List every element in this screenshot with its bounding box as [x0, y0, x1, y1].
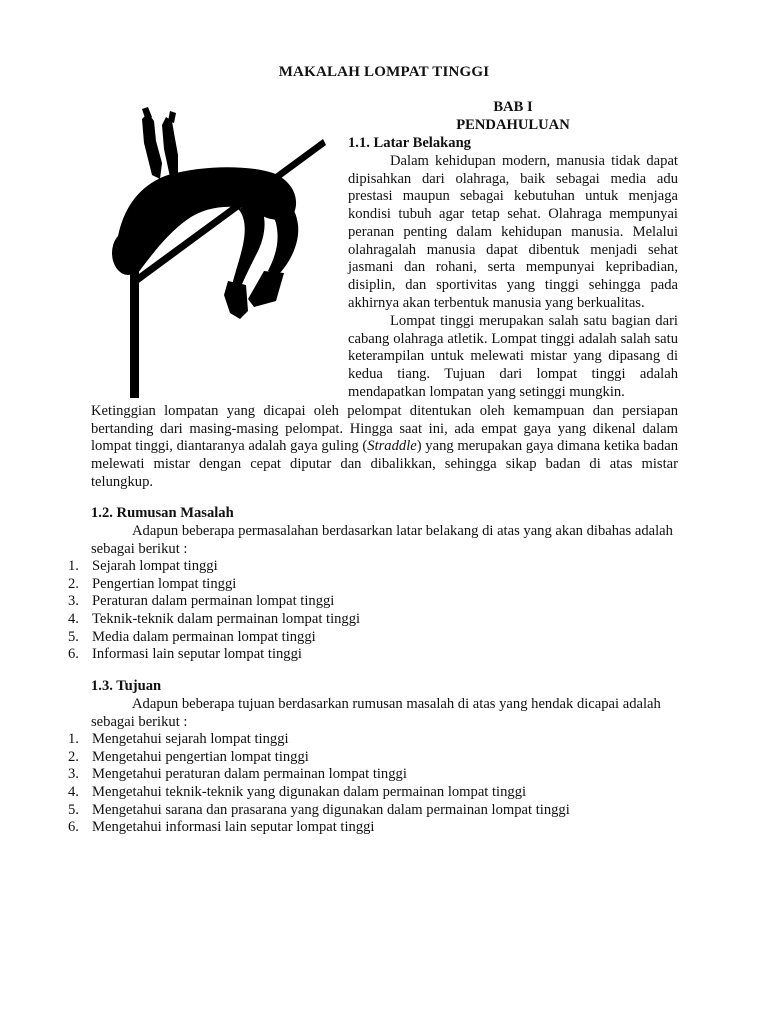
document-title: MAKALAH LOMPAT TINGGI [278, 64, 490, 80]
list-number: 4. [68, 784, 79, 801]
list-text: Mengetahui sejarah lompat tinggi [92, 731, 289, 747]
list-number: 1. [68, 558, 79, 574]
list-item [68, 731, 678, 749]
list-number: 2. [68, 748, 79, 765]
paragraph-2: Lompat tinggi merupakan salah satu bagian dari cabang olahraga atletik. Lompat tinggi adalah salah satu keterampilan untuk melewati mistar yang dipasang di kedua tiang. Tujuan dari lompat tinggi adalah mendapatkan lompatan yang setinggi mungkin. [348, 313, 678, 400]
list-text: Sejarah lompat tinggi [92, 558, 218, 574]
tujuan-intro: Adapun beberapa tujuan berdasarkan rumusan masalah di atas yang hendak dicapai adalah sebagai berikut : [91, 696, 661, 730]
list-item [68, 749, 678, 767]
list-text: Informasi lain seputar lompat tinggi [92, 646, 302, 663]
section-heading-latar-belakang: 1.1. Latar Belakang [348, 135, 471, 151]
rumusan-intro: Adapun beberapa permasalahan berdasarkan latar belakang di atas yang akan dibahas adalah sebagai berikut : [91, 523, 673, 557]
paragraph-3-italic: Straddle [367, 438, 417, 455]
paragraph-3-text-a: Ketinggian lompatan yang dicapai oleh pelompat ditentukan oleh kemampuan dan persiapan bertanding dari masing-masing pelompat. Hingga saat ini, ada empat gaya yang dikenal dalam lompat tinggi, diantaranya adalah gaya guling ( [91, 403, 678, 455]
list-text: Mengetahui teknik-teknik yang digunakan dalam permainan lompat tinggi [92, 784, 527, 801]
list-item [68, 558, 678, 576]
rumusan-list [68, 558, 678, 664]
list-item [68, 611, 678, 629]
chapter-number: BAB I [493, 99, 533, 115]
section-heading-tujuan: 1.3. Tujuan [91, 678, 162, 694]
paragraph-3-text-b: ) yang merupakan gaya dimana ketika badan melewati mistar dengan cepat diputar dan dibalikkan, sehingga sikap badan di atas mistar telungkup. [91, 438, 678, 490]
list-text: Mengetahui informasi lain seputar lompat tinggi [92, 819, 375, 836]
chapter-title: PENDAHULUAN [456, 117, 570, 133]
list-number: 3. [68, 593, 79, 610]
list-item [68, 646, 678, 664]
high-jumper-silhouette-icon [108, 103, 333, 398]
list-number: 6. [68, 819, 79, 836]
section-heading-rumusan-masalah: 1.2. Rumusan Masalah [91, 505, 234, 521]
list-item [68, 802, 678, 820]
list-text: Pengertian lompat tinggi [92, 575, 237, 592]
list-number: 5. [68, 801, 79, 818]
list-number: 1. [68, 731, 79, 747]
list-number: 3. [68, 766, 79, 783]
list-text: Peraturan dalam permainan lompat tinggi [92, 593, 335, 610]
list-number: 5. [68, 628, 79, 645]
list-item [68, 766, 678, 784]
figure [108, 103, 333, 398]
list-text: Mengetahui sarana dan prasarana yang digunakan dalam permainan lompat tinggi [92, 801, 570, 818]
tujuan-list [68, 731, 678, 837]
list-text: Teknik-teknik dalam permainan lompat tinggi [92, 611, 361, 628]
list-item [68, 819, 678, 837]
list-text: Media dalam permainan lompat tinggi [92, 628, 316, 645]
list-item [68, 593, 678, 611]
paragraph-1: Dalam kehidupan modern, manusia tidak dapat dipisahkan dari olahraga, baik sebagai media adu prestasi maupun sebagai kebutuhan untuk menjaga kondisi tubuh agar tetap sehat. Olahraga mempunyai peranan penting dalam kehidupan manusia. Melalui olahragalah manusia dapat dibentuk menjadi sehat jasmani dan rohani, serta mempunyai kepribadian, disiplin, dan sportivitas yang tinggi sehingga pada akhirnya akan terbentuk manusia yang berkualitas. [348, 153, 678, 311]
list-number: 2. [68, 575, 79, 592]
list-number: 6. [68, 646, 79, 663]
list-text: Mengetahui peraturan dalam permainan lompat tinggi [92, 766, 407, 783]
list-item [68, 576, 678, 594]
list-item [68, 784, 678, 802]
list-text: Mengetahui pengertian lompat tinggi [92, 748, 309, 765]
list-item [68, 629, 678, 647]
list-number: 4. [68, 611, 79, 628]
paragraph-3 [91, 403, 678, 492]
